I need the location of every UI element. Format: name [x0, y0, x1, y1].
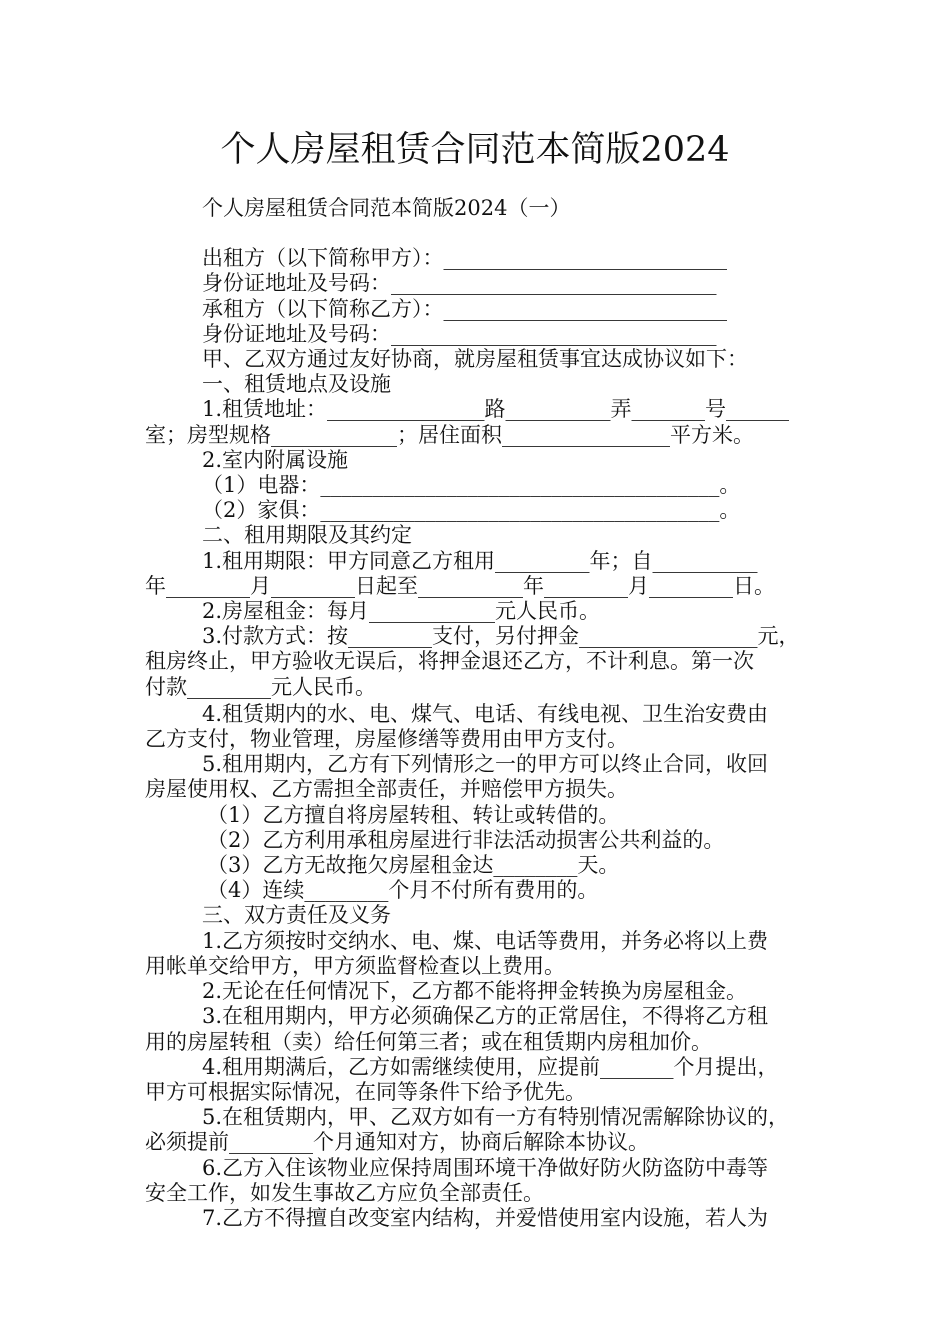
contract-line: 房屋使用权、乙方需担全部责任，并赔偿甲方损失。 — [145, 777, 628, 802]
contract-line: 年________月________日起至__________年________月________日。 — [145, 573, 775, 598]
contract-line: （2）家俱：______________________________________。 — [202, 498, 741, 523]
contract-line: 甲方可根据实际情况，在同等条件下给予优先。 — [145, 1079, 586, 1104]
contract-line: 乙方支付，物业管理，房屋修缮等费用由甲方支付。 — [145, 727, 628, 752]
contract-line: 6.乙方入住该物业应保持周围环境干净做好防火防盗防中毒等 — [202, 1155, 769, 1180]
contract-line: （4）连续________个月不付所有费用的。 — [207, 878, 599, 903]
contract-line: 3.付款方式：按________支付，另付押金_________________元， — [202, 624, 800, 649]
contract-line: 甲、乙双方通过友好协商，就房屋租赁事宜达成协议如下： — [202, 347, 748, 372]
contract-line: （1）乙方擅自将房屋转租、转让或转借的。 — [207, 802, 620, 827]
contract-line: （3）乙方无故拖欠房屋租金达________天。 — [207, 853, 620, 878]
contract-line: 7.乙方不得擅自改变室内结构，并爱惜使用室内设施，若人为 — [202, 1205, 769, 1230]
contract-line: 二、租用期限及其约定 — [202, 523, 412, 548]
contract-line: 用的房屋转租（卖）给任何第三者；或在租赁期内房租加价。 — [145, 1029, 712, 1054]
contract-line: （2）乙方利用承租房屋进行非法活动损害公共利益的。 — [207, 827, 725, 852]
contract-line: 必须提前________个月通知对方，协商后解除本协议。 — [145, 1130, 649, 1155]
page-title: 个人房屋租赁合同范本简版2024 — [220, 130, 730, 170]
contract-line: 4.租用期满后，乙方如需继续使用，应提前_______个月提出， — [202, 1054, 779, 1079]
spacer — [145, 221, 810, 246]
contract-line: 室；房型规格____________；居住面积________________平方米。 — [145, 422, 754, 447]
contract-line: 3.在租用期内，甲方必须确保乙方的正常居住，不得将乙方租 — [202, 1004, 769, 1029]
contract-line: 三、双方责任及义务 — [202, 903, 391, 928]
document-subtitle: 个人房屋租赁合同范本简版2024（一） — [202, 196, 571, 220]
lessee-field: 承租方（以下简称乙方）：___________________________ — [202, 296, 727, 321]
contract-line: 租房终止，甲方验收无误后，将押金退还乙方，不计利息。第一次 — [145, 649, 754, 674]
contract-line: 1.乙方须按时交纳水、电、煤、电话等费用，并务必将以上费 — [202, 928, 769, 953]
contract-line: 2.室内附属设施 — [202, 447, 349, 472]
contract-line: 用帐单交给甲方，甲方须监督检查以上费用。 — [145, 953, 565, 978]
contract-line: 安全工作，如发生事故乙方应负全部责任。 — [145, 1180, 544, 1205]
lessor-field: 出租方（以下简称甲方）：___________________________ — [202, 246, 727, 271]
contract-line: 4.租赁期内的水、电、煤气、电话、有线电视、卫生治安费由 — [202, 701, 769, 726]
contract-line: 2.无论在任何情况下，乙方都不能将押金转换为房屋租金。 — [202, 979, 748, 1004]
contract-line: 1.租用期限：甲方同意乙方租用_________年；自__________ — [202, 548, 758, 573]
contract-line: 1.租赁地址：_______________路__________弄_______号______ — [202, 397, 790, 422]
contract-clauses — [145, 347, 810, 1231]
lessor-id-field: 身份证地址及号码：_______________________________ — [202, 271, 717, 296]
document-body — [145, 196, 810, 1231]
contract-line: 付款________元人民币。 — [145, 674, 376, 699]
contract-line: 5.租用期内，乙方有下列情形之一的甲方可以终止合同，收回 — [202, 752, 769, 777]
contract-line: 5.在租赁期内，甲、乙双方如有一方有特别情况需解除协议的， — [202, 1105, 790, 1130]
contract-line: 2.房屋租金：每月____________元人民币。 — [202, 599, 601, 624]
contract-line: （1）电器：______________________________________。 — [202, 473, 741, 498]
contract-line: 一、租赁地点及设施 — [202, 372, 391, 397]
lessee-id-field: 身份证地址及号码：_______________________________ — [202, 321, 717, 346]
